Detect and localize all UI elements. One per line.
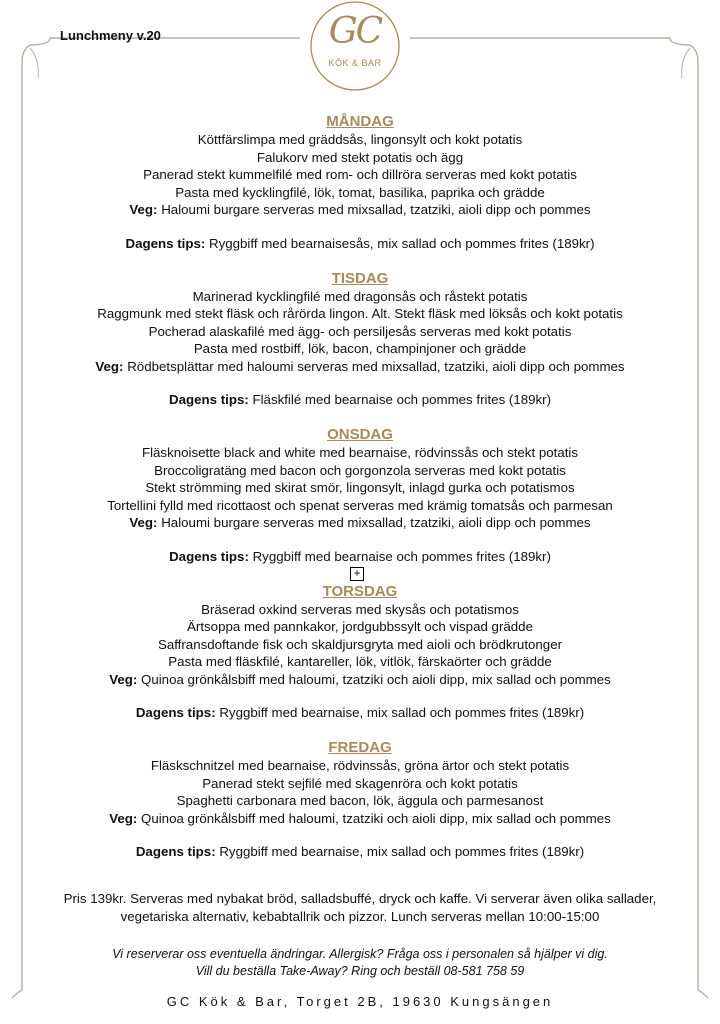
price-line: vegetariska alternativ, kebabtallrik och pizzor. Lunch serveras mellan 10:00-15:00 [120,908,600,924]
day-heading: TORSDAG [322,582,398,600]
menu-item: Panerad stekt kummelfilé med rom- och dillröra serveras med kokt potatis [143,167,577,182]
gc-logo [307,0,403,96]
menu-item: Saffransdoftande fisk och skaldjursgryta med aioli och brödkrutonger [157,636,563,652]
menu-title: Lunchmeny v.20 [60,28,161,43]
notice-line: Vi reserverar oss eventuella ändringar. Allergisk? Fråga oss i personalen så hjälper vi dig. [112,947,608,961]
daily-tip [0,235,720,252]
menu-item: Fläskschnitzel med bearnaise, rödvinssås, gröna ärtor och stekt potatis [150,758,570,773]
tips-text: Ryggbiff med bearnaise och pommes frites (189kr) [252,548,551,564]
daily-tip [0,704,720,721]
menu-item: Marinerad kycklingfilé med dragonsås och råstekt potatis [192,288,528,304]
day-heading: ONSDAG [327,426,393,443]
menu-item: Pocherad alaskafilé med ägg- och persiljesås serveras med kokt potatis [148,323,572,339]
veg-label: Veg: [109,671,138,687]
menu-item: Falukorv med stekt potatis och ägg [256,149,464,165]
logo-letters: GC [328,11,382,52]
veg-label: Veg: [129,515,158,530]
day-tuesday [0,269,720,409]
notice-line: Vill du beställa Take-Away? Ring och beställ 08-581 758 59 [195,964,525,978]
menu-item: Pasta med fläskfilé, kantareller, lök, vitlök, färskaörter och grädde [168,654,552,669]
tips-text: Ryggbiff med bearnaise, mix sallad och pommes frites (189kr) [219,705,585,720]
menu-item: Fläsknoisette black and white med bearnaise, rödvinssås och stekt potatis [141,445,579,460]
move-handle-icon[interactable]: + [350,567,364,581]
tips-label: Dagens tips: [169,548,249,564]
day-heading: FREDAG [328,739,392,756]
menu-item: Bräserad oxkind serveras med skysås och potatismos [201,601,519,617]
daily-tip [0,843,720,860]
veg-text: Haloumi burgare serveras med mixsallad, tzatziki, aioli dipp och pommes [161,202,591,217]
tips-label: Dagens tips: [125,235,206,251]
veg-label: Veg: [109,810,138,826]
veg-text: Haloumi burgare serveras med mixsallad, tzatziki, aioli dipp och pommes [161,515,591,530]
veg-text: Quinoa grönkålsbiff med haloumi, tzatziki och aioli dipp, mix sallad och pommes [140,810,611,826]
logo-subtitle: KÖK & BAR [328,58,382,68]
menu-item: Pasta med rostbiff, lök, bacon, champinjoner och grädde [193,341,527,356]
menu-item: Spaghetti carbonara med bacon, lök, äggula och parmesanost [176,793,544,808]
menu-item: Stekt strömming med skirat smör, lingonsylt, inlagd gurka och potatismos [145,480,575,495]
tips-text: Fläskfilé med bearnaise och pommes frites (189kr) [252,392,552,407]
day-monday [0,112,720,252]
veg-text: Rödbetsplättar med haloumi serveras med mixsallad, tzatziki, aioli dipp och pommes [127,358,625,374]
veg-label: Veg: [129,202,158,217]
day-heading: MÅNDAG [326,113,394,130]
veg-text: Quinoa grönkålsbiff med haloumi, tzatziki och aioli dipp, mix sallad och pommes [140,671,611,687]
menu-item: Tortellini fylld med ricottaost och spenat serveras med krämig tomatsås och parmesan [107,497,613,513]
menu-item: Raggmunk med stekt fläsk och rårörda lingon. Alt. Stekt fläsk med löksås och kokt potatis [97,306,623,321]
day-friday [0,738,720,860]
tips-label: Dagens tips: [135,705,216,720]
menu-item: Panerad stekt sejfilé med skagenröra och kokt potatis [202,775,518,791]
day-wednesday [0,425,720,565]
daily-tip [0,548,720,565]
veg-item [0,810,720,828]
notice [0,946,720,980]
veg-label: Veg: [95,358,124,374]
menu-item: Ärtsoppa med pannkakor, jordgubbssylt och vispad grädde [187,619,533,634]
veg-item [0,201,720,219]
price-line: Pris 139kr. Serveras med nybakat bröd, salladsbuffé, dryck och kaffe. Vi serverar även olika sallader, [63,891,657,906]
menu-item: Pasta med kycklingfilé, lök, tomat, basilika, paprika och grädde [175,184,545,200]
veg-item [0,358,720,376]
footer-address: GC Kök & Bar, Torget 2B, 19630 Kungsängen [166,994,554,1009]
menu-item: Broccoligratäng med bacon och gorgonzola serveras med kokt potatis [154,462,566,478]
day-thursday [0,582,720,722]
tips-label: Dagens tips: [168,392,249,407]
tips-text: Ryggbiff med bearnaisesås, mix sallad och pommes frites (189kr) [208,235,595,251]
tips-label: Dagens tips: [135,844,216,859]
daily-tip [0,391,720,408]
menu-content [0,112,720,877]
price-info [0,890,720,925]
day-heading: TISDAG [331,269,389,287]
menu-item: Köttfärslimpa med gräddsås, lingonsylt och kokt potatis [197,132,523,147]
veg-item [0,671,720,689]
tips-text: Ryggbiff med bearnaise, mix sallad och pommes frites (189kr) [219,844,585,859]
veg-item [0,514,720,532]
